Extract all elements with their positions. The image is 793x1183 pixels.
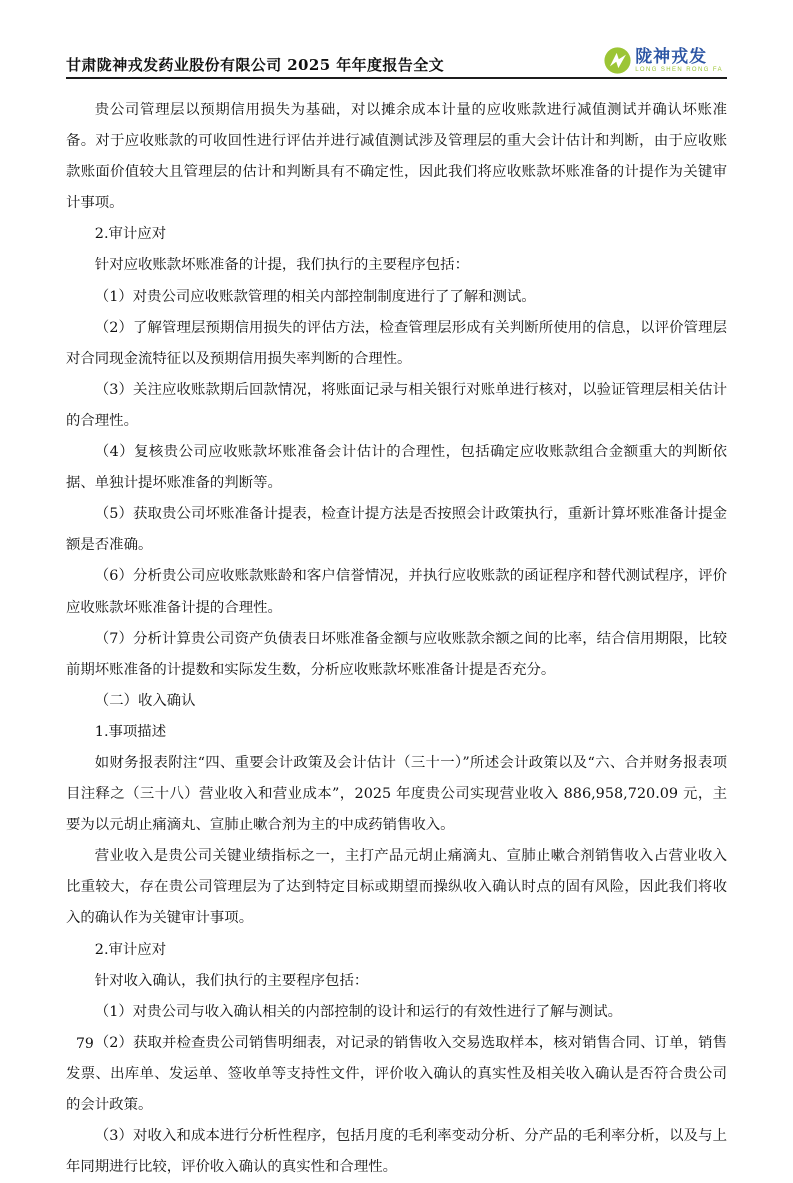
paragraph: （3）关注应收账款期后回款情况，将账面记录与相关银行对账单进行核对，以验证管理层相关估计的合理性。 bbox=[66, 381, 727, 429]
paragraph: 2.审计应对 bbox=[94, 941, 167, 958]
paragraph: （7）分析计算贵公司资产负债表日坏账准备金额与应收账款余额之间的比率，结合信用期限，比较前期坏账准备的计提数和实际发生数，分析应收账款坏账准备计提是否充分。 bbox=[66, 630, 727, 678]
company-logo bbox=[604, 47, 723, 74]
paragraph: （二）收入确认 bbox=[94, 692, 196, 709]
page-header-title: 甘肃陇神戎发药业股份有限公司 2025 年年度报告全文 bbox=[66, 56, 444, 74]
paragraph: （3）对收入和成本进行分析性程序，包括月度的毛利率变动分析、分产品的毛利率分析，以及与上年同期进行比较，评价收入确认的真实性和合理性。 bbox=[66, 1128, 727, 1176]
document-body bbox=[66, 95, 727, 1183]
paragraph: 营业收入是贵公司关键业绩指标之一，主打产品元胡止痛滴丸、宣肺止嗽合剂销售收入占营业收入比重较大，存在贵公司管理层为了达到特定目标或期望而操纵收入确认时点的固有风险，因此我们将收入的确认作为关键审计事项。 bbox=[66, 848, 727, 927]
paragraph: 贵公司管理层以预期信用损失为基础，对以摊余成本计量的应收账款进行减值测试并确认坏账准备。对于应收账款的可收回性进行评估并进行减值测试涉及管理层的重大会计估计和判断，由于应收账款账面价值较大且管理层的估计和判断具有不确定性，因此我们将应收账款坏账准备的计提作为关键审计事项。 bbox=[66, 102, 727, 212]
paragraph: （5）获取贵公司坏账准备计提表，检查计提方法是否按照会计政策执行，重新计算坏账准备计提金额是否准确。 bbox=[66, 506, 727, 554]
paragraph: 如财务报表附注“四、重要会计政策及会计估计（三十一）”所述会计政策以及“六、合并财务报表项目注释之（三十八）营业收入和营业成本”，2025 年度贵公司实现营业收入 886,958,720.09 元，主要为以元胡止痛滴丸、宣肺止嗽合剂为主的中成药销售收入。 bbox=[66, 754, 727, 834]
header-divider bbox=[66, 77, 727, 79]
bird-in-circle-icon bbox=[604, 47, 631, 74]
paragraph: （1）对贵公司应收账款管理的相关内部控制制度进行了了解和测试。 bbox=[94, 288, 536, 305]
paragraph: 针对收入确认，我们执行的主要程序包括： bbox=[94, 972, 369, 989]
paragraph: （6）分析贵公司应收账款账龄和客户信誉情况，并执行应收账款的函证程序和替代测试程序，评价应收账款坏账准备计提的合理性。 bbox=[66, 568, 727, 616]
page-number: 79 bbox=[76, 1036, 94, 1052]
logo-company-name: 陇神戎发 bbox=[635, 47, 708, 66]
paragraph: （2）了解管理层预期信用损失的评估方法，检查管理层形成有关判断所使用的信息，以评价管理层对合同现金流特征以及预期信用损失率判断的合理性。 bbox=[66, 319, 727, 367]
paragraph: 针对应收账款坏账准备的计提，我们执行的主要程序包括： bbox=[94, 257, 469, 274]
paragraph: （1）对贵公司与收入确认相关的内部控制的设计和运行的有效性进行了解与测试。 bbox=[94, 1003, 623, 1020]
logo-company-name-pinyin: LONG SHEN RONG FA bbox=[635, 67, 723, 73]
paragraph: （4）复核贵公司应收账款坏账准备会计估计的合理性，包括确定应收账款组合金额重大的判断依据、单独计提坏账准备的判断等。 bbox=[66, 444, 727, 492]
paragraph: 1.事项描述 bbox=[94, 723, 167, 740]
paragraph: 2.审计应对 bbox=[94, 226, 167, 243]
paragraph: （2）获取并检查贵公司销售明细表，对记录的销售收入交易选取样本，核对销售合同、订单，销售发票、出库单、发运单、签收单等支持性文件，评价收入确认的真实性及相关收入确认是否符合贵公司的会计政策。 bbox=[66, 1034, 727, 1113]
